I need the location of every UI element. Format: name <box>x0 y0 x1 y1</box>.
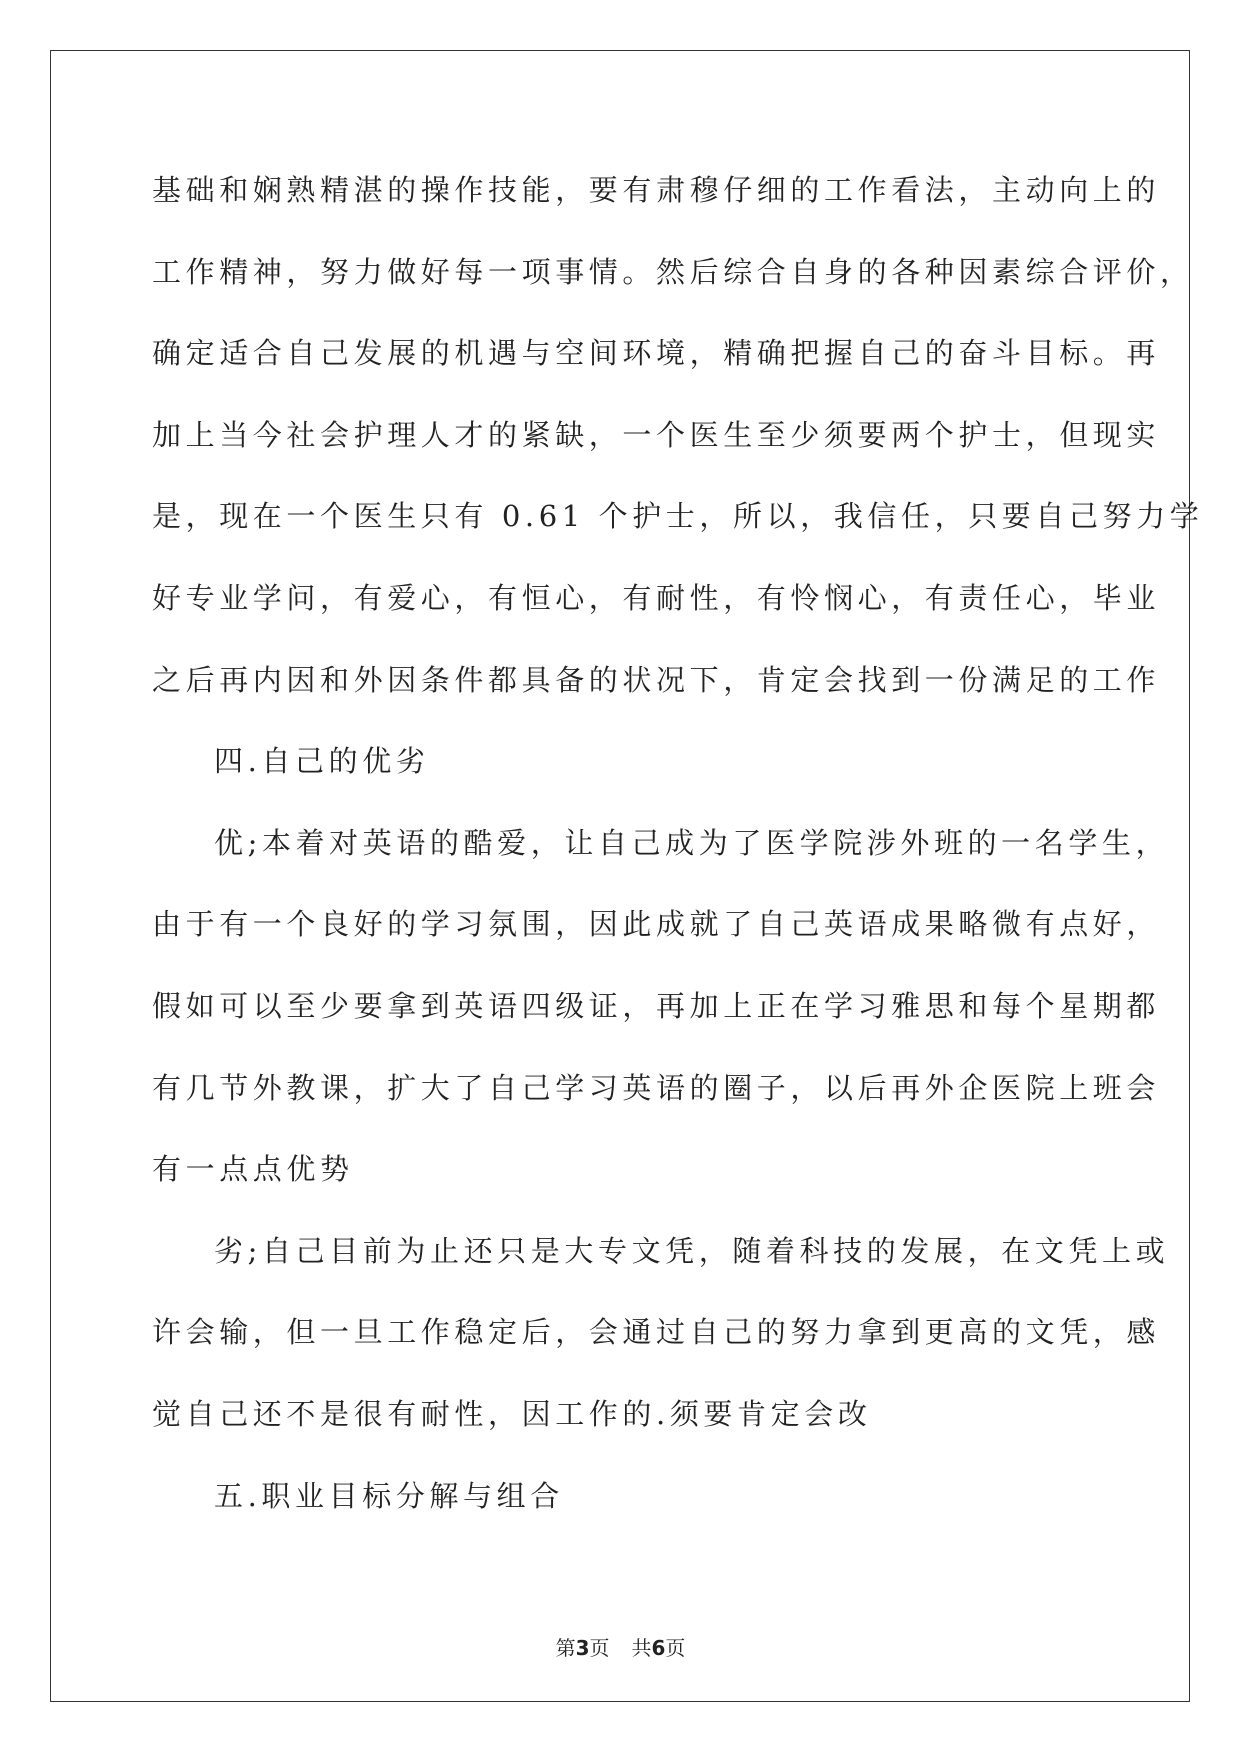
total-pages-number: 6 <box>651 1636 666 1660</box>
text-line: 有一点点优势 <box>152 1152 354 1187</box>
text-line: 有几节外教课，扩大了自己学习英语的圈子，以后再外企医院上班会 <box>152 1070 1161 1105</box>
page-suffix: 页 <box>589 1636 610 1660</box>
current-page-number: 3 <box>575 1636 590 1660</box>
section-heading: 五.职业目标分解与组合 <box>214 1478 564 1513</box>
section-heading: 四.自己的优劣 <box>214 744 430 779</box>
text-line: 好专业学问，有爱心，有恒心，有耐性，有怜悯心，有责任心，毕业 <box>152 580 1161 615</box>
page-footer <box>0 1632 1241 1661</box>
text-line: 劣;自己目前为止还只是大专文凭，随着科技的发展，在文凭上或 <box>214 1233 1170 1268</box>
total-suffix: 页 <box>665 1636 686 1660</box>
text-line: 工作精神，努力做好每一项事情。然后综合自身的各种因素综合评价， <box>152 254 1194 289</box>
document-body <box>152 160 1204 1547</box>
text-line: 是，现在一个医生只有 0.61 个护士，所以，我信任，只要自己努力学 <box>152 499 1204 534</box>
text-line: 加上当今社会护理人才的紧缺，一个医生至少须要两个护士，但现实 <box>152 417 1161 452</box>
text-line: 假如可以至少要拿到英语四级证，再加上正在学习雅思和每个星期都 <box>152 988 1161 1023</box>
text-line: 由于有一个良好的学习氛围，因此成就了自己英语成果略微有点好， <box>152 907 1161 942</box>
text-line: 优;本着对英语的酷爱，让自己成为了医学院涉外班的一名学生， <box>214 825 1170 860</box>
text-line: 许会输，但一旦工作稳定后，会通过自己的努力拿到更高的文凭，感 <box>152 1315 1161 1350</box>
total-prefix: 共 <box>631 1636 652 1660</box>
text-line: 之后再内因和外因条件都具备的状况下，肯定会找到一份满足的工作 <box>152 662 1161 697</box>
text-line: 确定适合自己发展的机遇与空间环境，精确把握自己的奋斗目标。再 <box>152 336 1161 371</box>
page-prefix: 第 <box>555 1636 576 1660</box>
text-line: 基础和娴熟精湛的操作技能，要有肃穆仔细的工作看法，主动向上的 <box>152 173 1161 207</box>
text-line: 觉自己还不是很有耐性，因工作的.须要肯定会改 <box>152 1396 872 1431</box>
